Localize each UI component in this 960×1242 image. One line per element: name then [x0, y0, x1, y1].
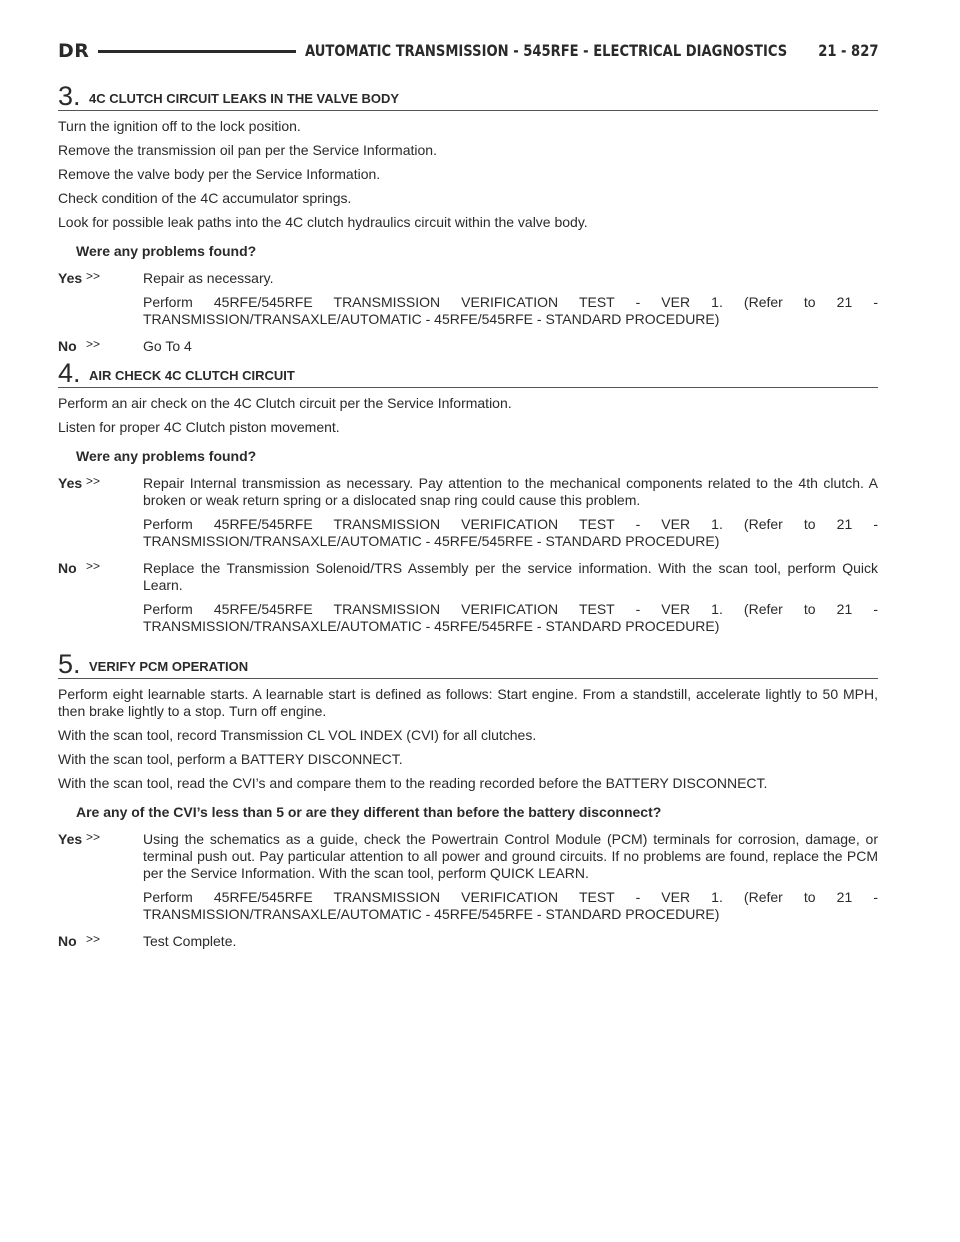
answer-yes [58, 831, 878, 923]
arrow-marker: >> [86, 830, 101, 844]
answer-text: Perform 45RFE/545RFE TRANSMISSION VERIFICATION TEST - VER 1. (Refer to 21 - TRANSMISSION/TRANSAXLE/AUTOMATIC - 45RFE/545RFE - STANDARD PROCEDURE) [143, 601, 878, 634]
answer-no [58, 338, 878, 355]
instruction: With the scan tool, perform a BATTERY DISCONNECT. [58, 751, 403, 767]
answer-text: Go To 4 [143, 338, 192, 354]
step-number: 5. [58, 649, 81, 679]
instruction: Remove the valve body per the Service Information. [58, 166, 381, 182]
answer-label: No [58, 338, 77, 354]
instruction: With the scan tool, record Transmission CL VOL INDEX (CVI) for all clutches. [58, 727, 537, 743]
step-3 [58, 80, 878, 355]
instruction: Look for possible leak paths into the 4C clutch hydraulics circuit within the valve body. [58, 214, 588, 230]
answer-text: Test Complete. [143, 933, 237, 949]
step-heading [58, 357, 878, 388]
instruction: Perform eight learnable starts. A learnable start is defined as follows: Start engine. From a standstill, accelerate lightly to 50 MPH, then brake lightly to a stop. Turn off engine. [58, 686, 878, 719]
answer-no [58, 933, 878, 950]
answer-yes [58, 475, 878, 550]
instruction: Remove the transmission oil pan per the Service Information. [58, 142, 437, 158]
step-title: VERIFY PCM OPERATION [89, 659, 249, 674]
page-header [58, 40, 878, 70]
answer-yes [58, 270, 878, 328]
answer-text: Replace the Transmission Solenoid/TRS Assembly per the service information. With the scan tool, perform Quick Learn. [143, 560, 878, 593]
step-heading [58, 80, 878, 111]
answer-label: No [58, 560, 77, 576]
header-model: DR [58, 40, 90, 62]
instruction: Listen for proper 4C Clutch piston movement. [58, 419, 340, 435]
instruction: With the scan tool, read the CVI’s and compare them to the reading recorded before the BATTERY DISCONNECT. [58, 775, 768, 791]
step-heading [58, 648, 878, 679]
instruction: Perform an air check on the 4C Clutch circuit per the Service Information. [58, 395, 512, 411]
answer-label: Yes [58, 475, 83, 491]
arrow-marker: >> [86, 269, 101, 283]
step-5 [58, 648, 878, 950]
step-title: AIR CHECK 4C CLUTCH CIRCUIT [89, 368, 295, 383]
header-rule [98, 50, 296, 53]
arrow-marker: >> [86, 474, 101, 488]
header-page-number: 21 - 827 [817, 41, 878, 60]
question: Are any of the CVI’s less than 5 or are they different than before the battery disconnect? [76, 804, 662, 820]
header-title: AUTOMATIC TRANSMISSION - 545RFE - ELECTRICAL DIAGNOSTICS [305, 41, 788, 60]
answer-text: Perform 45RFE/545RFE TRANSMISSION VERIFICATION TEST - VER 1. (Refer to 21 - TRANSMISSION/TRANSAXLE/AUTOMATIC - 45RFE/545RFE - STANDARD PROCEDURE) [143, 516, 878, 549]
answer-label: Yes [58, 270, 83, 286]
answer-text: Using the schematics as a guide, check the Powertrain Control Module (PCM) terminals for corrosion, damage, or terminal push out. Pay particular attention to all power and ground circuits. If no problems are found, replace the PCM per the Service Information. With the scan tool, perform QUICK LEARN. [143, 831, 878, 881]
arrow-marker: >> [86, 932, 101, 946]
answer-text: Perform 45RFE/545RFE TRANSMISSION VERIFICATION TEST - VER 1. (Refer to 21 - TRANSMISSION/TRANSAXLE/AUTOMATIC - 45RFE/545RFE - STANDARD PROCEDURE) [143, 889, 878, 922]
answer-text: Repair Internal transmission as necessary. Pay attention to the mechanical components related to the 4th clutch. A broken or weak return spring or a dislocated snap ring could cause this problem. [143, 475, 878, 508]
answer-label: Yes [58, 831, 83, 847]
answer-text: Perform 45RFE/545RFE TRANSMISSION VERIFICATION TEST - VER 1. (Refer to 21 - TRANSMISSION/TRANSAXLE/AUTOMATIC - 45RFE/545RFE - STANDARD PROCEDURE) [143, 294, 878, 327]
question: Were any problems found? [76, 243, 257, 259]
step-number: 4. [58, 358, 81, 388]
instruction: Check condition of the 4C accumulator springs. [58, 190, 352, 206]
answer-no [58, 560, 878, 635]
answer-label: No [58, 933, 77, 949]
instruction: Turn the ignition off to the lock position. [58, 118, 301, 134]
answer-text: Repair as necessary. [143, 270, 274, 286]
arrow-marker: >> [86, 559, 101, 573]
arrow-marker: >> [86, 337, 101, 351]
step-4 [58, 357, 878, 635]
step-number: 3. [58, 81, 81, 111]
step-title: 4C CLUTCH CIRCUIT LEAKS IN THE VALVE BODY [89, 91, 400, 106]
question: Were any problems found? [76, 448, 257, 464]
